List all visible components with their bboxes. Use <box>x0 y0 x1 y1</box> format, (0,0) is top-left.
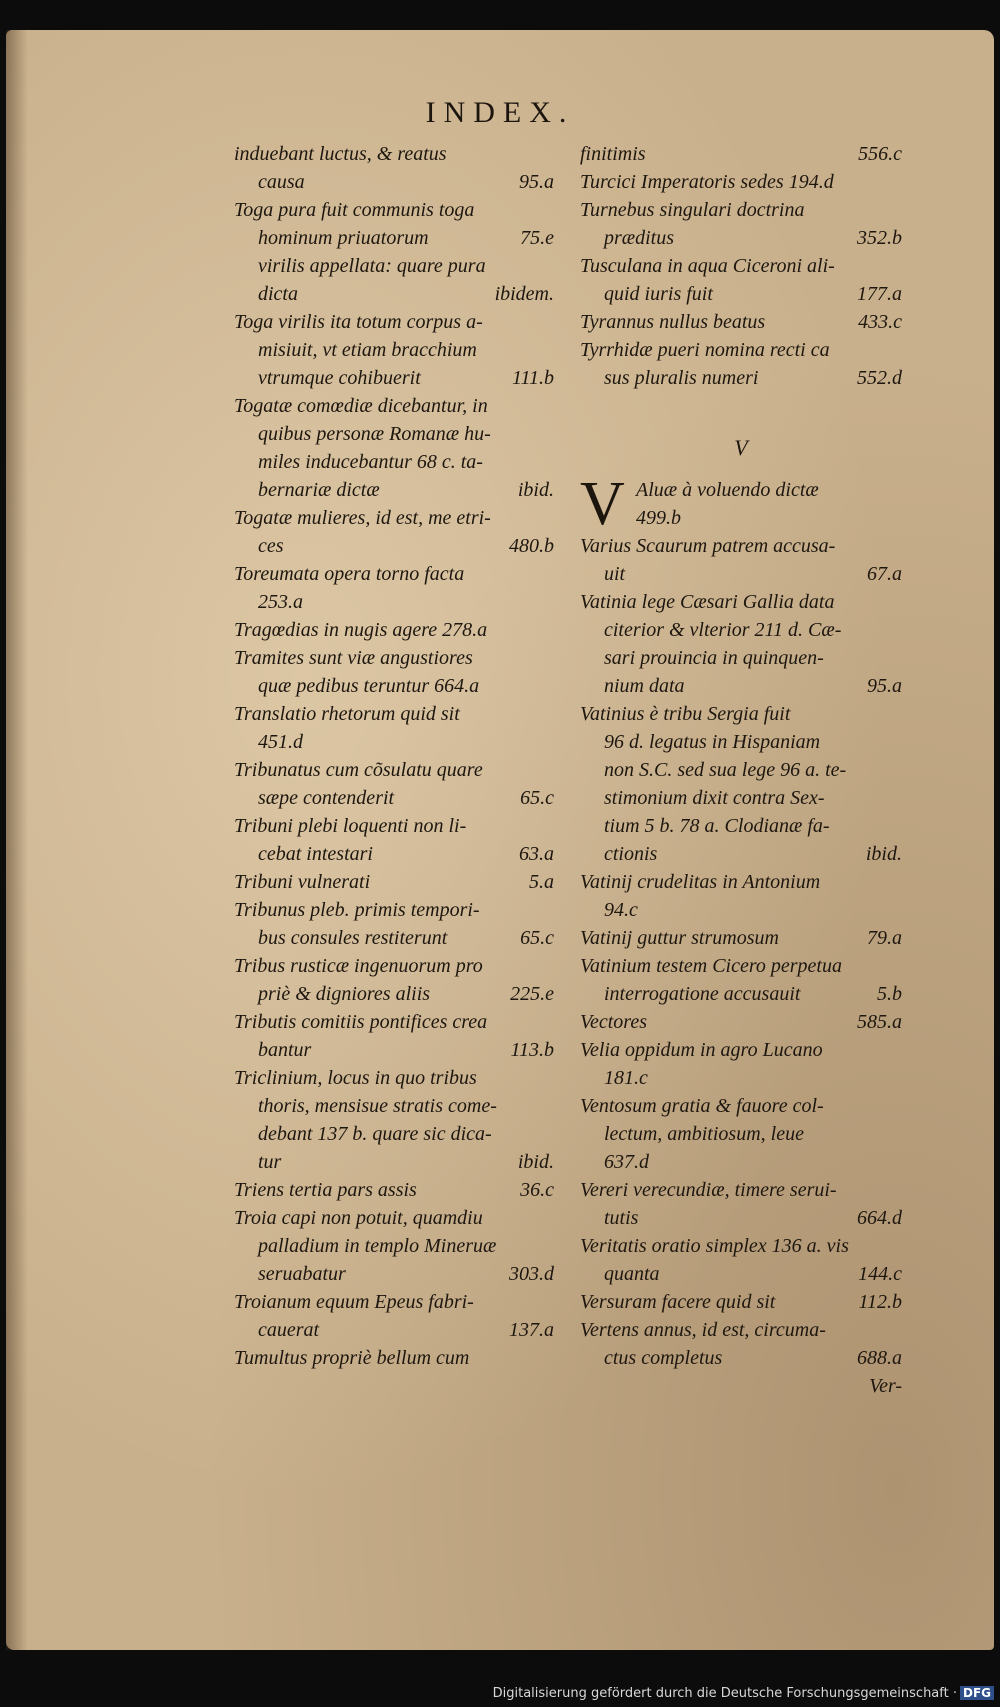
entry-line <box>234 560 554 588</box>
entry-text: Tribunatus cum cõsulatu quare <box>234 759 483 781</box>
entry-line <box>636 504 902 532</box>
index-entry <box>580 532 902 588</box>
entry-text: Tributis comitiis pontifices crea <box>234 1011 488 1033</box>
entry-text: quæ pedibus teruntur 664.a <box>258 675 480 697</box>
entry-line <box>234 364 554 392</box>
entry-text: 451.d <box>258 731 303 753</box>
entry-text: Tragœdias in nugis agere 278.a <box>234 619 488 641</box>
index-entry <box>234 1176 554 1204</box>
page-reference: 95.a <box>867 675 902 697</box>
page-reference: ibid. <box>865 843 902 865</box>
entry-line <box>580 1288 902 1316</box>
entry-text: Tumultus propriè bellum cum <box>234 1347 470 1369</box>
entry-text: 96 d. legatus in Hispaniam <box>604 731 821 753</box>
page-reference: 688.a <box>857 1347 902 1369</box>
entry-text: nium data <box>604 675 685 697</box>
entry-line <box>234 1204 554 1232</box>
entry-line <box>580 672 902 700</box>
page-reference: 36.c <box>520 1179 554 1201</box>
entry-line <box>234 812 554 840</box>
entry-text: Ventosum gratia & fauore col- <box>580 1095 824 1117</box>
entry-line <box>580 1008 902 1036</box>
index-entry <box>234 812 554 868</box>
entry-line <box>580 364 902 392</box>
page-reference: 67.a <box>867 563 902 585</box>
entry-line <box>580 980 902 1008</box>
entry-text: ctionis <box>604 843 658 865</box>
entry-line <box>580 1316 902 1344</box>
entry-text: ctus completus <box>604 1347 723 1369</box>
entry-line <box>580 1232 902 1260</box>
entry-text: virilis appellata: quare pura <box>258 255 486 277</box>
entry-line <box>234 728 554 756</box>
right-column-v-entries <box>580 532 902 1372</box>
entry-line <box>580 1344 902 1372</box>
entry-text: Vertens annus, id est, circuma- <box>580 1319 826 1341</box>
page-reference: ibid. <box>517 1151 554 1173</box>
entry-text: 253.a <box>258 591 303 613</box>
entry-line <box>234 420 554 448</box>
entry-line <box>580 140 902 168</box>
index-entry <box>234 1008 554 1064</box>
entry-text: priè & digniores aliis <box>258 983 431 1005</box>
index-entry <box>234 392 554 504</box>
entry-line <box>580 308 902 336</box>
page-reference: 556.c <box>858 143 902 165</box>
index-entry <box>580 868 902 924</box>
index-entry <box>234 1288 554 1344</box>
entry-text: induebant luctus, & reatus <box>234 143 447 165</box>
entry-line <box>234 1064 554 1092</box>
entry-line <box>580 588 902 616</box>
digitization-footer <box>0 1686 994 1701</box>
entry-text: Tyrrhidæ pueri nomina recti ca <box>580 339 830 361</box>
entry-line <box>234 476 554 504</box>
entry-line <box>580 1176 902 1204</box>
entry-text: Vereri verecundiæ, timere serui- <box>580 1179 837 1201</box>
entry-line <box>234 700 554 728</box>
entry-line <box>234 1316 554 1344</box>
entry-text: lectum, ambitiosum, leue <box>604 1123 804 1145</box>
entry-text: 499.b <box>636 507 681 529</box>
entry-line <box>234 532 554 560</box>
index-entry <box>234 896 554 952</box>
entry-text: Toreumata opera torno facta <box>234 563 465 585</box>
entry-line <box>234 1260 554 1288</box>
page-reference: 144.c <box>858 1263 902 1285</box>
entry-line <box>234 392 554 420</box>
entry-line <box>580 924 902 952</box>
entry-text: Triclinium, locus in quo tribus <box>234 1067 477 1089</box>
entry-line <box>234 1148 554 1176</box>
entry-text: Vatinius è tribu Sergia fuit <box>580 703 791 725</box>
entry-line <box>234 784 554 812</box>
entry-text: citerior & vlterior 211 d. Cæ- <box>604 619 842 641</box>
dropcap-letter: V <box>580 470 625 538</box>
entry-line <box>234 448 554 476</box>
entry-line <box>580 252 902 280</box>
entry-line <box>234 756 554 784</box>
entry-line <box>234 952 554 980</box>
entry-text: Versuram facere quid sit <box>580 1291 776 1313</box>
entry-line <box>234 1288 554 1316</box>
entry-text: Tramites sunt viæ angustiores <box>234 647 473 669</box>
entry-line <box>234 924 554 952</box>
entry-line <box>580 280 902 308</box>
entry-text: miles inducebantur 68 c. ta- <box>258 451 483 473</box>
entry-text: thoris, mensisue stratis come- <box>258 1095 497 1117</box>
entry-text: tutis <box>604 1207 639 1229</box>
index-column-left <box>234 140 554 1372</box>
entry-text: dicta <box>258 283 298 305</box>
index-entry <box>580 140 902 168</box>
index-entry <box>580 1232 902 1288</box>
page-reference: 664.d <box>857 1207 902 1229</box>
index-entry <box>234 504 554 560</box>
entry-text: Tribunus pleb. primis tempori- <box>234 899 480 921</box>
entry-text: finitimis <box>580 143 646 165</box>
entry-line <box>234 1120 554 1148</box>
index-entry <box>580 1092 902 1176</box>
entry-line <box>234 1036 554 1064</box>
entry-line <box>234 224 554 252</box>
index-entry <box>234 1064 554 1176</box>
entry-line <box>580 756 902 784</box>
section-heading: V <box>734 435 748 460</box>
index-entry <box>580 924 902 952</box>
entry-line <box>580 336 902 364</box>
page-reference: 585.a <box>857 1011 902 1033</box>
entry-text: Togatæ mulieres, id est, me etri- <box>234 507 491 529</box>
entry-line <box>580 728 902 756</box>
entry-text: Vatinium testem Cicero perpetua <box>580 955 842 977</box>
entry-line <box>580 952 902 980</box>
index-entry <box>580 952 902 1008</box>
index-entry <box>580 588 902 700</box>
entry-text: sæpe contenderit <box>258 787 395 809</box>
entry-text: cauerat <box>258 1319 320 1341</box>
entry-text: vtrumque cohibuerit <box>258 367 421 389</box>
entry-line <box>580 1260 902 1288</box>
index-entry <box>580 1008 902 1036</box>
entry-text: Turnebus singulari doctrina <box>580 199 805 221</box>
index-entry <box>234 1344 554 1372</box>
index-entry <box>580 252 902 308</box>
entry-text: Vectores <box>580 1011 648 1033</box>
index-entry <box>234 196 554 308</box>
index-entry <box>234 616 554 644</box>
entry-text: 181.c <box>604 1067 648 1089</box>
page-reference: 95.a <box>519 171 554 193</box>
page-reference: 65.c <box>520 927 554 949</box>
entry-text: Triens tertia pars assis <box>234 1179 417 1201</box>
page-reference: 79.a <box>867 927 902 949</box>
entry-text: Togatæ comœdiæ dicebantur, in <box>234 395 488 417</box>
entry-line <box>234 588 554 616</box>
entry-text: Varius Scaurum patrem accusa- <box>580 535 836 557</box>
entry-line <box>580 560 902 588</box>
index-entry <box>234 756 554 812</box>
entry-text: Troia capi non potuit, quamdiu <box>234 1207 483 1229</box>
dfg-logo: DFG <box>960 1686 994 1700</box>
entry-line <box>234 840 554 868</box>
entry-line <box>234 252 554 280</box>
index-entry <box>234 140 554 196</box>
entry-text: Tribuni vulnerati <box>234 871 371 893</box>
entry-line <box>234 672 554 700</box>
entry-text: Tyrannus nullus beatus <box>580 311 766 333</box>
entry-line <box>234 644 554 672</box>
page-reference: 65.c <box>520 787 554 809</box>
entry-text: hominum priuatorum <box>258 227 429 249</box>
entry-text: Vatinij crudelitas in Antonium <box>580 871 821 893</box>
index-entry <box>580 168 902 196</box>
entry-line <box>234 280 554 308</box>
page-reference: 111.b <box>511 367 554 389</box>
entry-line <box>580 784 902 812</box>
entry-line <box>234 1232 554 1260</box>
index-entry <box>580 336 902 392</box>
page-reference: 303.d <box>509 1263 554 1285</box>
entry-text: seruabatur <box>258 1263 346 1285</box>
entry-line <box>580 196 902 224</box>
page-reference: 352.b <box>857 227 902 249</box>
page-reference: ibidem. <box>494 283 554 305</box>
right-column-t-entries <box>580 140 902 392</box>
page-reference: 225.e <box>510 983 554 1005</box>
entry-text: non S.C. sed sua lege 96 a. te- <box>604 759 847 781</box>
page-reference: 433.c <box>858 311 902 333</box>
entry-text: Veritatis oratio simplex 136 a. vis <box>580 1235 849 1257</box>
entry-line <box>580 644 902 672</box>
entry-line <box>580 168 902 196</box>
index-entry <box>234 308 554 392</box>
entry-text: 637.d <box>604 1151 649 1173</box>
entry-line <box>234 140 554 168</box>
entry-text: tur <box>258 1151 282 1173</box>
entry-text: Tribuni plebi loquenti non li- <box>234 815 467 837</box>
entry-text: Toga pura fuit communis toga <box>234 199 475 221</box>
index-entry <box>580 1316 902 1372</box>
index-entry <box>234 868 554 896</box>
entry-text: Velia oppidum in agro Lucano <box>580 1039 823 1061</box>
page-reference: 177.a <box>857 283 902 305</box>
index-entry <box>234 1204 554 1288</box>
entry-text: bernariæ dictæ <box>258 479 380 501</box>
entry-line <box>234 980 554 1008</box>
entry-text: 94.c <box>604 899 638 921</box>
entry-line <box>580 1148 902 1176</box>
entry-text: præditus <box>604 227 675 249</box>
entry-text: ces <box>258 535 284 557</box>
index-entry <box>580 308 902 336</box>
entry-text: Vatinia lege Cæsari Gallia data <box>580 591 835 613</box>
index-entry <box>580 1176 902 1232</box>
entry-line <box>234 1092 554 1120</box>
entry-text: misiuit, vt etiam bracchium <box>258 339 477 361</box>
index-entry <box>234 952 554 1008</box>
entry-line <box>234 896 554 924</box>
index-entry <box>234 560 554 616</box>
entry-line <box>234 168 554 196</box>
entry-text: sari prouincia in quinquen- <box>604 647 824 669</box>
page-reference: 137.a <box>509 1319 554 1341</box>
entry-text: bus consules restiterunt <box>258 927 448 949</box>
entry-line <box>234 336 554 364</box>
entry-text: Vatinij guttur strumosum <box>580 927 779 949</box>
entry-text: bantur <box>258 1039 312 1061</box>
entry-text: stimonium dixit contra Sex- <box>604 787 825 809</box>
entry-text: interrogatione accusauit <box>604 983 801 1005</box>
index-entry <box>580 700 902 868</box>
page-reference: 5.a <box>529 871 554 893</box>
dropcap-entry <box>580 470 902 538</box>
entry-text: cebat intestari <box>258 843 373 865</box>
entry-text: Tusculana in aqua Ciceroni ali- <box>580 255 835 277</box>
entry-text: quibus personæ Romanæ hu- <box>258 423 491 445</box>
entry-text: palladium in templo Mineruæ <box>258 1235 497 1257</box>
entry-line <box>580 840 902 868</box>
index-entry <box>580 1036 902 1092</box>
entry-line <box>636 476 902 504</box>
entry-text: tium 5 b. 78 a. Clodianæ fa- <box>604 815 830 837</box>
entry-text: causa <box>258 171 305 193</box>
page-spine-shadow <box>6 30 28 1650</box>
page-reference: ibid. <box>517 479 554 501</box>
index-entry <box>580 1288 902 1316</box>
entry-text: Translatio rhetorum quid sit <box>234 703 460 725</box>
page-reference: 480.b <box>509 535 554 557</box>
entry-line <box>234 1344 554 1372</box>
entry-text: Tribus rusticæ ingenuorum pro <box>234 955 483 977</box>
entry-line <box>580 868 902 896</box>
entry-line <box>234 616 554 644</box>
entry-line <box>234 504 554 532</box>
entry-line <box>234 1176 554 1204</box>
entry-line <box>580 1092 902 1120</box>
page-header: INDEX. <box>425 96 575 129</box>
page-reference: 113.b <box>510 1039 554 1061</box>
entry-line <box>580 812 902 840</box>
index-entry <box>234 644 554 700</box>
page-reference: 552.d <box>857 367 902 389</box>
entry-line <box>580 1036 902 1064</box>
footer-text: Digitalisierung gefördert durch die Deutsche Forschungsgemeinschaft · <box>492 1686 957 1701</box>
entry-text: Troianum equum Epeus fabri- <box>234 1291 474 1313</box>
entry-line <box>580 700 902 728</box>
entry-text: sus pluralis numeri <box>604 367 759 389</box>
page-reference: 112.b <box>858 1291 902 1313</box>
index-column-right <box>580 140 902 1400</box>
page-reference: 75.e <box>520 227 554 249</box>
entry-line <box>234 196 554 224</box>
catchword: Ver- <box>869 1375 902 1397</box>
entry-line <box>580 616 902 644</box>
entry-line <box>580 1204 902 1232</box>
entry-text: quanta <box>604 1263 660 1285</box>
entry-text: Aluæ à voluendo dictæ <box>636 479 819 501</box>
entry-text: Turcici Imperatoris sedes 194.d <box>580 171 834 193</box>
entry-line <box>234 868 554 896</box>
entry-text: debant 137 b. quare sic dica- <box>258 1123 492 1145</box>
entry-text: quid iuris fuit <box>604 283 713 305</box>
entry-line <box>580 224 902 252</box>
entry-line <box>580 1120 902 1148</box>
index-entry <box>234 700 554 756</box>
entry-text: uit <box>604 563 626 585</box>
page-reference: 5.b <box>877 983 902 1005</box>
entry-line <box>580 896 902 924</box>
entry-line <box>234 308 554 336</box>
entry-text: Toga virilis ita totum corpus a- <box>234 311 483 333</box>
index-entry <box>580 196 902 252</box>
entry-line <box>580 532 902 560</box>
entry-line <box>580 1064 902 1092</box>
page-reference: 63.a <box>519 843 554 865</box>
entry-line <box>234 1008 554 1036</box>
